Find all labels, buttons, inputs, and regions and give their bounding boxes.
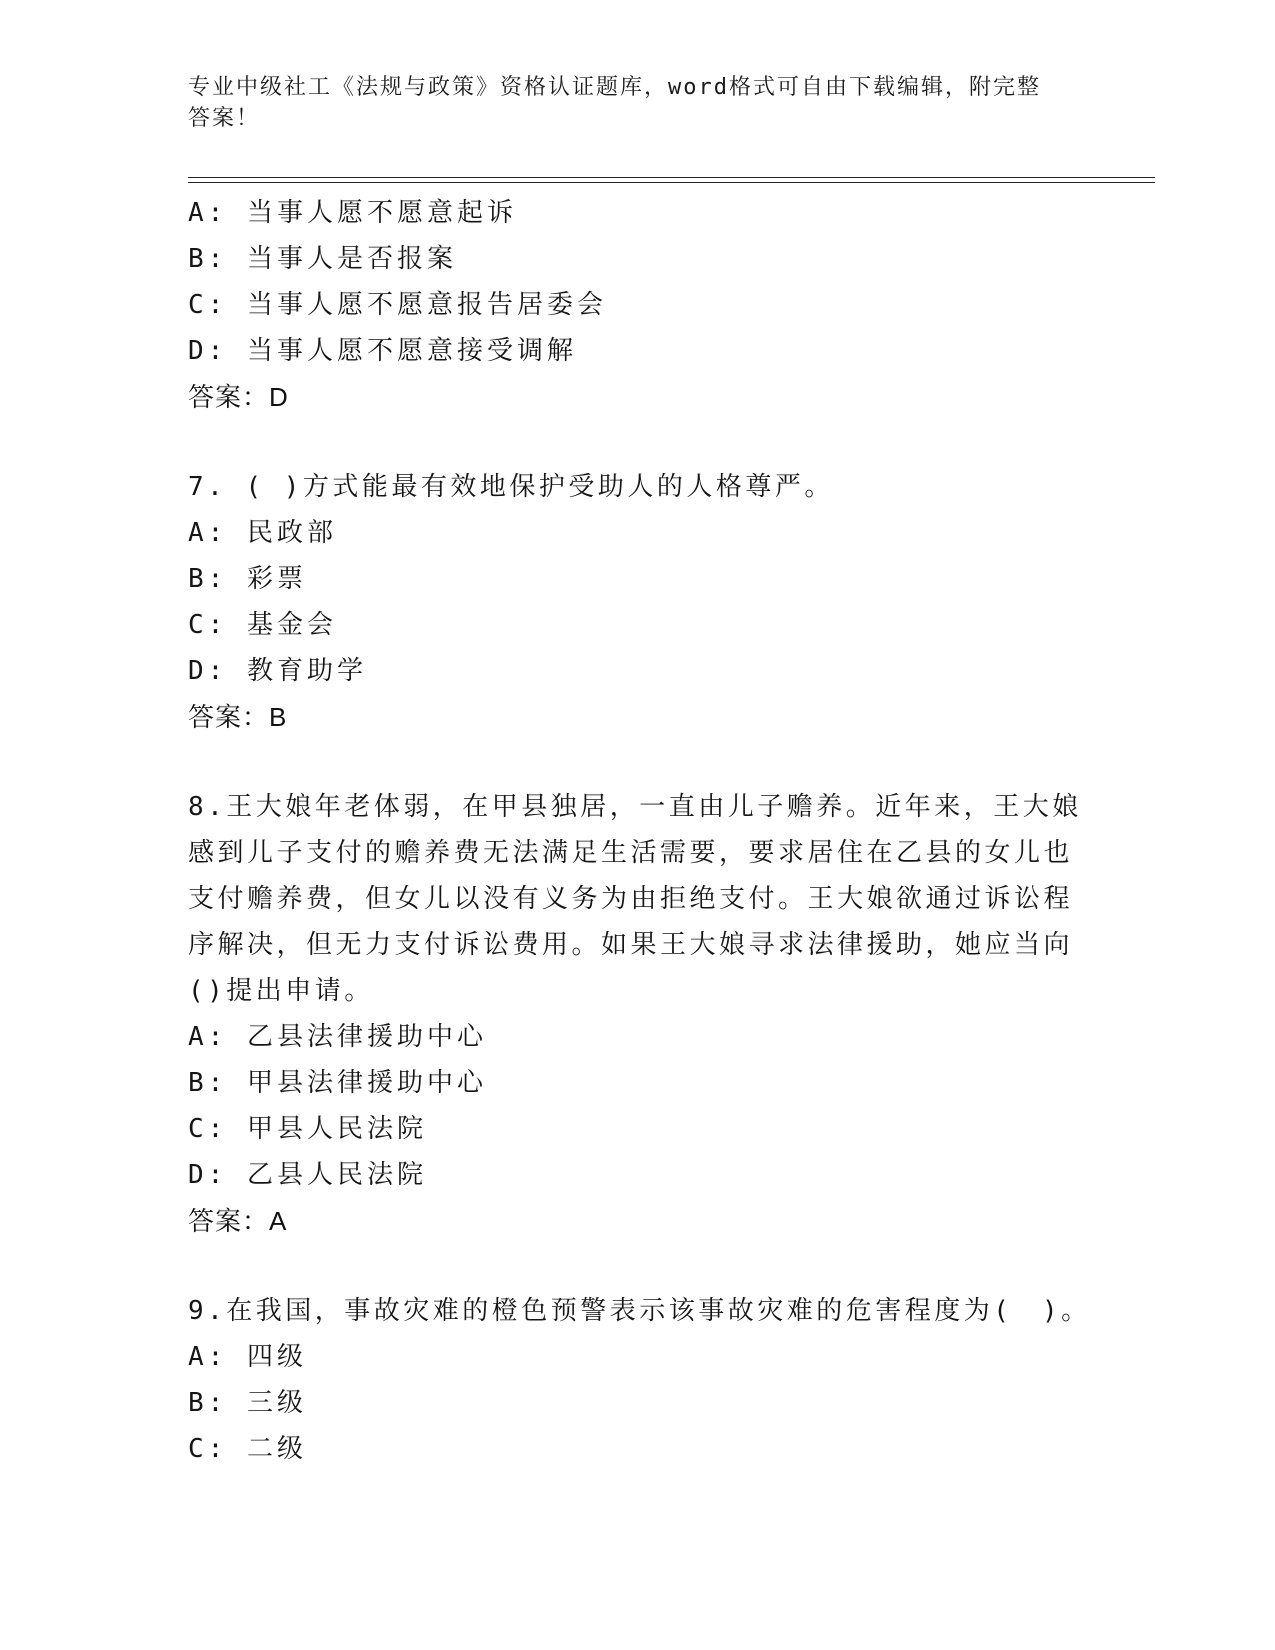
option-b: B: 三级 bbox=[188, 1388, 307, 1418]
header-line-1: 专业中级社工《法规与政策》资格认证题库，word格式可自由下载编辑，附完整 bbox=[188, 75, 1041, 100]
spacer bbox=[188, 420, 1068, 464]
question-stem-line-4: 序解决，但无力支付诉讼费用。如果王大娘寻求法律援助，她应当向 bbox=[188, 930, 1074, 960]
option-b: B: 彩票 bbox=[188, 564, 307, 594]
spacer bbox=[188, 740, 1068, 784]
option-c: C: 当事人愿不愿意报告居委会 bbox=[188, 290, 607, 320]
option-c: C: 基金会 bbox=[188, 610, 337, 640]
question-7 bbox=[188, 464, 1068, 740]
answer-line: 答案：B bbox=[188, 702, 288, 732]
header-line-2: 答案！ bbox=[188, 106, 261, 131]
header-divider-bottom bbox=[188, 182, 1155, 183]
question-8 bbox=[188, 784, 1082, 1244]
question-6 bbox=[188, 190, 1068, 420]
option-d: D: 乙县人民法院 bbox=[188, 1160, 427, 1190]
header-divider-top bbox=[188, 177, 1155, 178]
option-a: A: 民政部 bbox=[188, 518, 337, 548]
option-b: B: 当事人是否报案 bbox=[188, 244, 457, 274]
answer-line: 答案：A bbox=[188, 1206, 288, 1236]
option-a: A: 当事人愿不愿意起诉 bbox=[188, 198, 517, 228]
question-stem: 7. ( )方式能最有效地保护受助人的人格尊严。 bbox=[188, 472, 834, 502]
option-d: D: 当事人愿不愿意接受调解 bbox=[188, 336, 577, 366]
answer-line: 答案：D bbox=[188, 382, 289, 412]
option-a: A: 乙县法律援助中心 bbox=[188, 1022, 487, 1052]
question-stem-line-1: 8.王大娘年老体弱，在甲县独居，一直由儿子赡养。近年来，王大娘 bbox=[188, 792, 1082, 822]
question-stem-line-5: ()提出申请。 bbox=[188, 976, 374, 1006]
document-header bbox=[188, 72, 1068, 134]
spacer bbox=[188, 1244, 1068, 1288]
option-c: C: 甲县人民法院 bbox=[188, 1114, 427, 1144]
question-stem: 9.在我国，事故灾难的橙色预警表示该事故灾难的危害程度为( )。 bbox=[188, 1296, 1091, 1326]
option-d: D: 教育助学 bbox=[188, 656, 367, 686]
option-c: C: 二级 bbox=[188, 1434, 307, 1464]
option-a: A: 四级 bbox=[188, 1342, 307, 1372]
option-b: B: 甲县法律援助中心 bbox=[188, 1068, 487, 1098]
question-stem-line-2: 感到儿子支付的赡养费无法满足生活需要，要求居住在乙县的女儿也 bbox=[188, 838, 1074, 868]
question-stem-line-3: 支付赡养费，但女儿以没有义务为由拒绝支付。王大娘欲通过诉讼程 bbox=[188, 884, 1074, 914]
question-list bbox=[188, 190, 1091, 1472]
question-9 bbox=[188, 1288, 1091, 1472]
